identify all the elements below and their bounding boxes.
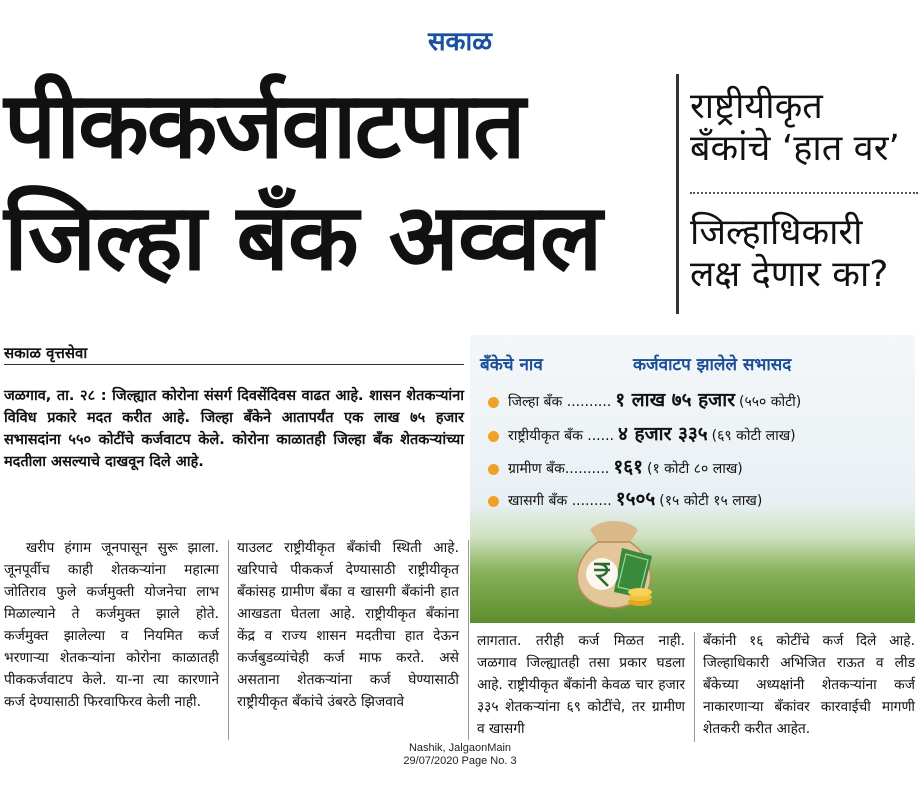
- infobox-row-nationalised-bank: [488, 420, 796, 446]
- page-footer: [370, 742, 550, 768]
- headline-line-1: पीककर्जवाटपात: [4, 72, 524, 179]
- row-amount: (६९ कोटी लाख): [711, 428, 796, 444]
- side-headline-2-line-1: जिल्हाधिकारी: [690, 212, 863, 253]
- footer-date-page: 29/07/2020 Page No. 3: [403, 755, 517, 767]
- footer-edition: Nashik, JalgaonMain: [408, 742, 512, 754]
- row-amount: (५५० कोटी): [738, 394, 802, 410]
- infobox-header-bank: बँकेचे नाव: [480, 355, 543, 375]
- side-headline-1: [690, 86, 918, 170]
- main-headline: [4, 70, 669, 294]
- side-headline-rule: [676, 74, 679, 314]
- body-column-4: बँकांनी १६ कोटींचे कर्ज दिले आहे. जिल्हाधिकारी अभिजित राऊत व लीड बँकेच्या अध्यक्षांनी शेतकऱ्यांना कर्ज नाकारणाऱ्या बँकांवर कारवाईची मागणी शेतकरी करीत आहेत.: [703, 633, 915, 737]
- infobox-row-private-bank: [488, 485, 762, 511]
- column-divider: [468, 540, 469, 740]
- bullet-icon: [488, 431, 499, 442]
- bullet-icon: [488, 496, 499, 507]
- intro-paragraph: जळगाव, ता. २८ : जिल्ह्यात कोरोना संसर्ग दिवसेंदिवस वाढत आहे. शासन शेतकऱ्यांना विविध प्रकारे मदत करीत आहे. जिल्हा बँकेने आतापर्यंत एक लाख ७५ हजार सभासदांना ५५० कोटींचे कर्जवाटप केले. कोरोना काळातही जिल्हा बँक शेतकऱ्यांच्या मदतीला असल्याचे दाखवून दिले आहे.: [4, 388, 464, 470]
- body-column-3: लागतात. तरीही कर्ज मिळत नाही. जळगाव जिल्ह्यातही तसा प्रकार घडला आहे. राष्ट्रीयीकृत बँकांनी केवळ चार हजार ३३५ शेतकऱ्यांना ६९ कोटींचे, तर ग्रामीण व खासगी: [477, 633, 685, 737]
- infobox-row-district-bank: [488, 386, 801, 412]
- row-bank-name: राष्ट्रीयीकृत बँक ......: [508, 428, 614, 444]
- loan-distribution-infobox: [470, 335, 915, 623]
- row-members: १ लाख ७५ हजार: [615, 389, 735, 411]
- body-column-2: याउलट राष्ट्रीयीकृत बँकांची स्थिती आहे. खरिपाचे पीककर्ज देण्यासाठी राष्ट्रीयीकृत बँकांसह ग्रामीण बँका व खासगी बँकांनी हात आखडता घेतला आहे. राष्ट्रीयीकृत बँकांना केंद्र व राज्य शासन मदतीचा हात देऊन कर्जबुडव्यांचेही कर्ज माफ करते. असे असताना शेतकऱ्यांना कर्ज घेण्यासाठी राष्ट्रीयीकृत बँकांचे उंबरठे झिजवावे: [237, 540, 459, 710]
- masthead-logo: सकाळ: [427, 27, 493, 57]
- side-headline-1-line-1: राष्ट्रीयीकृत: [690, 86, 823, 127]
- infobox-row-rural-bank: [488, 453, 743, 479]
- row-amount: (१ कोटी ८० लाख): [646, 461, 743, 477]
- column-divider: [694, 632, 695, 742]
- body-column-1: खरीप हंगाम जूनपासून सुरू झाला. जूनपूर्वीच काही शेतकऱ्यांना महात्मा जोतिराव फुले कर्जमुक्ती योजनेचा लाभ मिळाल्याने ते कर्जमुक्त झाले होते. कर्जमुक्त झालेल्या व नियमित कर्ज भरणाऱ्या शेतकऱ्यांना कोरोना काळातही पीककर्जवाटप केले. या-ना त्या कारणाने कर्ज देण्यासाठी फिरवाफिरव केली नाही.: [4, 540, 219, 710]
- row-bank-name: खासगी बँक .........: [508, 493, 612, 509]
- bullet-icon: [488, 464, 499, 475]
- infobox-header-members: कर्जवाटप झालेले सभासद: [633, 355, 792, 375]
- row-members: १५०५: [615, 488, 656, 510]
- row-members: ४ हजार ३३५: [617, 423, 708, 445]
- side-headline-1-line-2: बँकांचे ‘हात वर’: [690, 128, 900, 169]
- headline-line-2: जिल्हा बँक अव्वल: [4, 184, 602, 291]
- row-amount: (१५ कोटी १५ लाख): [659, 493, 763, 509]
- side-headline-2: [690, 212, 918, 296]
- byline-rule: [4, 364, 464, 365]
- row-members: १६१: [613, 456, 643, 478]
- bullet-icon: [488, 397, 499, 408]
- money-bag-icon: [560, 512, 668, 612]
- row-bank-name: ग्रामीण बँक..........: [508, 461, 610, 477]
- byline: सकाळ वृत्तसेवा: [4, 344, 88, 362]
- row-bank-name: जिल्हा बँक ..........: [508, 394, 612, 410]
- column-divider: [228, 540, 229, 740]
- side-headline-divider: [690, 192, 918, 194]
- side-headline-2-line-2: लक्ष देणार का?: [690, 254, 889, 295]
